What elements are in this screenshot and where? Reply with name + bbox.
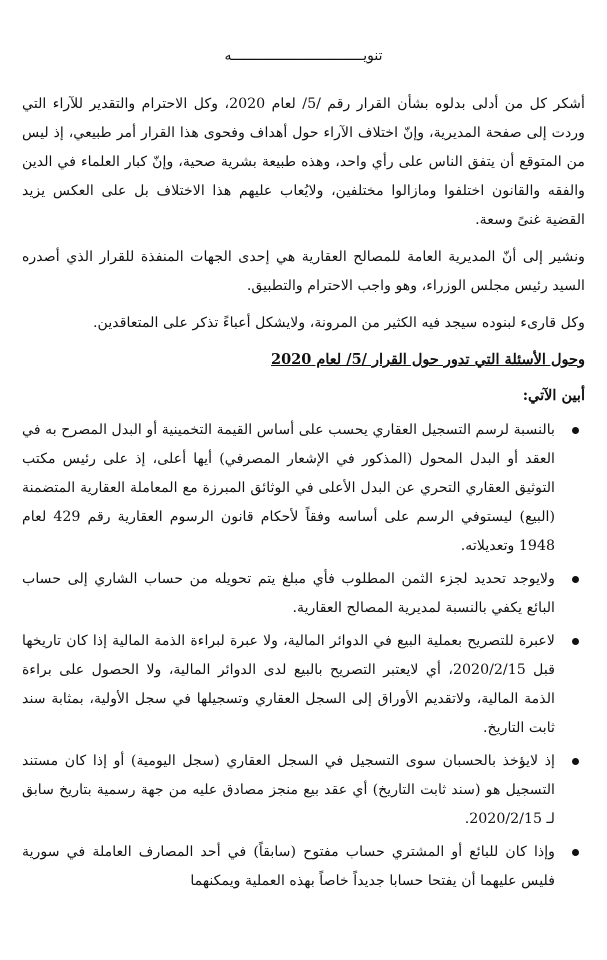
flexibility-paragraph: وكل قارىء لبنوده سيجد فيه الكثير من المرونة، ولايشكل أعباءً تذكر على المتعاقدين. [93,315,585,331]
bullet-icon [572,427,579,434]
list-item [22,416,585,561]
point-text: إذ لايؤخذ بالحسبان سوى التسجيل في السجل العقاري (سجل اليومية) أو إذا كان مستند التسجيل هو (سند ثابت التاريخ) أي عقد بيع منجز مصادق عليه من جهة رسمية بتاريخ سابق لـ 2020/2/15. [22,753,555,827]
questions-heading: وحول الأسئلة التي تدور حول القرار /5/ لعام 2020 [271,351,585,368]
intro-paragraph: أشكر كل من أدلى بدلوه بشأن القرار رقم /5/ لعام 2020، وكل الاحترام والتقدير للآراء التي وردت إلى صفحة المديرية، وإنّ اختلاف الآراء حول أهداف وفحوى هذا القرار أمر طبيعي، إذ ليس من المتوقع أن يتفق الناس على رأي واحد، وهذه طبيعة بشرية صحية، وإنّ كبار العلماء في الدين والفقه والقانون اختلفوا ومازالوا مختلفين، ولايُعاب عليهم هذا الاختلاف بل على العكس يزيد القضية غنىً وسعة. [22,96,585,228]
list-item [22,747,585,834]
clarifications-subheading: أبين الآتي: [522,387,585,404]
points-list [22,416,585,896]
document-title: تنويــــــــــــــــــــــــــــــــه [224,48,383,64]
bullet-icon [572,849,579,856]
list-item [22,838,585,896]
bullet-icon [572,638,579,645]
list-item [22,565,585,623]
point-text: بالنسبة لرسم التسجيل العقاري يحسب على أساس القيمة التخمينية أو البدل المصرح به في العقد أو البدل المحول (المذكور في الإشعار المصرفي) أيها أعلى، إذ على رئيس مكتب التوثيق العقاري التحري عن البدل الأعلى في الوثائق المبرزة مع المعاملة العقارية المتضمنة (البيع) ليستوفي الرسم على أساسه وفقاً لأحكام قانون الرسوم العقارية رقم 429 لعام 1948 وتعديلاته. [22,422,555,554]
bullet-icon [572,758,579,765]
bullet-icon [572,576,579,583]
point-text: وإذا كان للبائع أو المشتري حساب مفتوح (سابقاً) في أحد المصارف العاملة في سورية فليس عليهما أن يفتحا حسابا جديداً خاصاً بهذه العملية ويمكنهما [22,844,555,889]
directorate-paragraph: ونشير إلى أنّ المديرية العامة للمصالح العقارية هي إحدى الجهات المنفذة للقرار الذي أصدره السيد رئيس مجلس الوزراء، وهو واجب الاحترام والتطبيق. [22,249,585,294]
point-text: لاعبرة للتصريح بعملية البيع في الدوائر المالية، ولا عبرة لبراءة الذمة المالية إذا كان تاريخها قبل 2020/2/15، أي لايعتبر التصريح بالبيع لدى الدوائر المالية، ولا الحصول على براءة الذمة المالية، ولاتقديم الأوراق إلى السجل العقاري وتسجيلها في سجل الأولية، بمثابة سند ثابت التاريخ. [22,633,555,736]
list-item [22,627,585,743]
point-text: ولايوجد تحديد لجزء الثمن المطلوب فأي مبلغ يتم تحويله من حساب الشاري إلى حساب البائع يكفي بالنسبة لمديرية المصالح العقارية. [22,571,555,616]
